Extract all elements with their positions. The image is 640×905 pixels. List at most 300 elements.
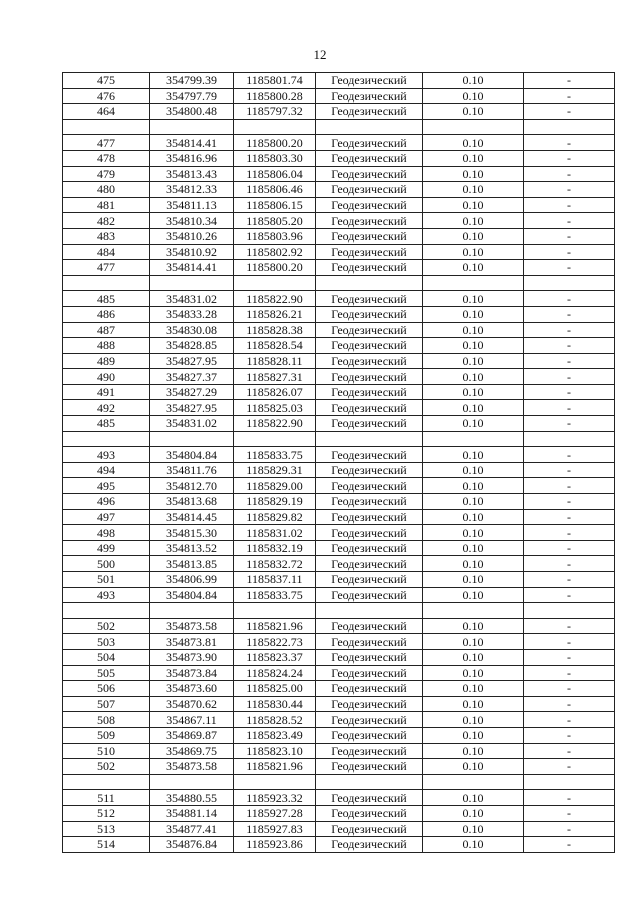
note-cell: - bbox=[524, 790, 615, 806]
point-number-cell: 502 bbox=[63, 759, 150, 775]
coord-y-cell: 1185821.96 bbox=[234, 618, 316, 634]
table-row bbox=[63, 572, 615, 588]
coord-x-cell: 354806.99 bbox=[150, 572, 234, 588]
accuracy-cell: 0.10 bbox=[423, 681, 524, 697]
point-number-cell: 504 bbox=[63, 649, 150, 665]
accuracy-cell: 0.10 bbox=[423, 135, 524, 151]
coord-y-cell: 1185822.90 bbox=[234, 291, 316, 307]
accuracy-cell: 0.10 bbox=[423, 649, 524, 665]
coord-x-cell: 354877.41 bbox=[150, 821, 234, 837]
coord-x-cell: 354870.62 bbox=[150, 696, 234, 712]
coord-x-cell: 354810.92 bbox=[150, 244, 234, 260]
coord-y-cell: 1185828.11 bbox=[234, 353, 316, 369]
coord-x-cell: 354869.87 bbox=[150, 727, 234, 743]
note-cell: - bbox=[524, 649, 615, 665]
method-cell: Геодезический bbox=[316, 322, 423, 338]
table-row bbox=[63, 634, 615, 650]
point-number-cell: 498 bbox=[63, 525, 150, 541]
table-row bbox=[63, 805, 615, 821]
coord-x-cell: 354827.29 bbox=[150, 384, 234, 400]
accuracy-cell: 0.10 bbox=[423, 696, 524, 712]
point-number-cell: 482 bbox=[63, 213, 150, 229]
method-cell: Геодезический bbox=[316, 556, 423, 572]
method-cell: Геодезический bbox=[316, 228, 423, 244]
point-number-cell: 490 bbox=[63, 369, 150, 385]
method-cell: Геодезический bbox=[316, 478, 423, 494]
empty-cell bbox=[63, 275, 150, 291]
point-number-cell: 491 bbox=[63, 384, 150, 400]
method-cell: Геодезический bbox=[316, 587, 423, 603]
method-cell: Геодезический bbox=[316, 244, 423, 260]
note-cell: - bbox=[524, 447, 615, 463]
method-cell: Геодезический bbox=[316, 150, 423, 166]
table-row bbox=[63, 73, 615, 89]
coord-x-cell: 354815.30 bbox=[150, 525, 234, 541]
point-number-cell: 495 bbox=[63, 478, 150, 494]
method-cell: Геодезический bbox=[316, 665, 423, 681]
coord-y-cell: 1185823.10 bbox=[234, 743, 316, 759]
coord-x-cell: 354813.43 bbox=[150, 166, 234, 182]
accuracy-cell: 0.10 bbox=[423, 790, 524, 806]
coord-x-cell: 354813.85 bbox=[150, 556, 234, 572]
coord-y-cell: 1185829.82 bbox=[234, 509, 316, 525]
note-cell: - bbox=[524, 556, 615, 572]
accuracy-cell: 0.10 bbox=[423, 759, 524, 775]
note-cell: - bbox=[524, 462, 615, 478]
separator-row bbox=[63, 431, 615, 447]
note-cell: - bbox=[524, 338, 615, 354]
method-cell: Геодезический bbox=[316, 681, 423, 697]
empty-cell bbox=[316, 774, 423, 790]
table-row bbox=[63, 213, 615, 229]
accuracy-cell: 0.10 bbox=[423, 166, 524, 182]
table-row bbox=[63, 743, 615, 759]
point-number-cell: 493 bbox=[63, 447, 150, 463]
accuracy-cell: 0.10 bbox=[423, 416, 524, 432]
coord-x-cell: 354831.02 bbox=[150, 291, 234, 307]
table-row bbox=[63, 150, 615, 166]
note-cell: - bbox=[524, 88, 615, 104]
empty-cell bbox=[316, 275, 423, 291]
table-row bbox=[63, 291, 615, 307]
accuracy-cell: 0.10 bbox=[423, 244, 524, 260]
method-cell: Геодезический bbox=[316, 306, 423, 322]
separator-row bbox=[63, 603, 615, 619]
coordinates-table bbox=[62, 72, 615, 853]
coord-x-cell: 354876.84 bbox=[150, 837, 234, 853]
table-row bbox=[63, 353, 615, 369]
table-row bbox=[63, 228, 615, 244]
point-number-cell: 486 bbox=[63, 306, 150, 322]
note-cell: - bbox=[524, 197, 615, 213]
point-number-cell: 476 bbox=[63, 88, 150, 104]
method-cell: Геодезический bbox=[316, 400, 423, 416]
empty-cell bbox=[524, 119, 615, 135]
coord-y-cell: 1185806.46 bbox=[234, 182, 316, 198]
note-cell: - bbox=[524, 104, 615, 120]
note-cell: - bbox=[524, 73, 615, 89]
coord-y-cell: 1185797.32 bbox=[234, 104, 316, 120]
method-cell: Геодезический bbox=[316, 525, 423, 541]
separator-row bbox=[63, 119, 615, 135]
coord-x-cell: 354827.37 bbox=[150, 369, 234, 385]
table-row bbox=[63, 587, 615, 603]
coordinates-table-body bbox=[63, 73, 615, 853]
coord-x-cell: 354810.34 bbox=[150, 213, 234, 229]
coord-y-cell: 1185823.37 bbox=[234, 649, 316, 665]
accuracy-cell: 0.10 bbox=[423, 712, 524, 728]
table-row bbox=[63, 322, 615, 338]
note-cell: - bbox=[524, 759, 615, 775]
accuracy-cell: 0.10 bbox=[423, 213, 524, 229]
table-row bbox=[63, 384, 615, 400]
point-number-cell: 502 bbox=[63, 618, 150, 634]
table-row bbox=[63, 837, 615, 853]
note-cell: - bbox=[524, 369, 615, 385]
note-cell: - bbox=[524, 166, 615, 182]
point-number-cell: 489 bbox=[63, 353, 150, 369]
empty-cell bbox=[524, 431, 615, 447]
method-cell: Геодезический bbox=[316, 338, 423, 354]
accuracy-cell: 0.10 bbox=[423, 821, 524, 837]
note-cell: - bbox=[524, 244, 615, 260]
coord-x-cell: 354873.81 bbox=[150, 634, 234, 650]
table-row bbox=[63, 649, 615, 665]
method-cell: Геодезический bbox=[316, 696, 423, 712]
table-row bbox=[63, 400, 615, 416]
method-cell: Геодезический bbox=[316, 572, 423, 588]
empty-cell bbox=[524, 774, 615, 790]
accuracy-cell: 0.10 bbox=[423, 494, 524, 510]
table-row bbox=[63, 556, 615, 572]
accuracy-cell: 0.10 bbox=[423, 805, 524, 821]
coord-y-cell: 1185806.04 bbox=[234, 166, 316, 182]
accuracy-cell: 0.10 bbox=[423, 104, 524, 120]
point-number-cell: 485 bbox=[63, 416, 150, 432]
coord-x-cell: 354867.11 bbox=[150, 712, 234, 728]
method-cell: Геодезический bbox=[316, 135, 423, 151]
point-number-cell: 501 bbox=[63, 572, 150, 588]
method-cell: Геодезический bbox=[316, 649, 423, 665]
coord-y-cell: 1185825.00 bbox=[234, 681, 316, 697]
coord-x-cell: 354811.76 bbox=[150, 462, 234, 478]
table-row bbox=[63, 540, 615, 556]
coord-x-cell: 354804.84 bbox=[150, 447, 234, 463]
method-cell: Геодезический bbox=[316, 213, 423, 229]
coord-y-cell: 1185822.90 bbox=[234, 416, 316, 432]
table-row bbox=[63, 197, 615, 213]
table-row bbox=[63, 759, 615, 775]
empty-cell bbox=[423, 774, 524, 790]
coord-y-cell: 1185828.52 bbox=[234, 712, 316, 728]
coord-y-cell: 1185828.54 bbox=[234, 338, 316, 354]
method-cell: Геодезический bbox=[316, 88, 423, 104]
point-number-cell: 464 bbox=[63, 104, 150, 120]
note-cell: - bbox=[524, 587, 615, 603]
table-row bbox=[63, 821, 615, 837]
point-number-cell: 499 bbox=[63, 540, 150, 556]
empty-cell bbox=[150, 774, 234, 790]
coord-x-cell: 354797.79 bbox=[150, 88, 234, 104]
method-cell: Геодезический bbox=[316, 790, 423, 806]
method-cell: Геодезический bbox=[316, 462, 423, 478]
point-number-cell: 480 bbox=[63, 182, 150, 198]
table-row bbox=[63, 104, 615, 120]
coord-x-cell: 354873.58 bbox=[150, 759, 234, 775]
table-row bbox=[63, 712, 615, 728]
empty-cell bbox=[234, 774, 316, 790]
coord-x-cell: 354813.52 bbox=[150, 540, 234, 556]
empty-cell bbox=[316, 119, 423, 135]
method-cell: Геодезический bbox=[316, 166, 423, 182]
coord-y-cell: 1185923.32 bbox=[234, 790, 316, 806]
empty-cell bbox=[234, 603, 316, 619]
note-cell: - bbox=[524, 478, 615, 494]
coord-x-cell: 354814.45 bbox=[150, 509, 234, 525]
note-cell: - bbox=[524, 727, 615, 743]
coord-x-cell: 354881.14 bbox=[150, 805, 234, 821]
empty-cell bbox=[423, 275, 524, 291]
method-cell: Геодезический bbox=[316, 837, 423, 853]
coord-x-cell: 354830.08 bbox=[150, 322, 234, 338]
coord-x-cell: 354873.58 bbox=[150, 618, 234, 634]
note-cell: - bbox=[524, 400, 615, 416]
accuracy-cell: 0.10 bbox=[423, 665, 524, 681]
point-number-cell: 505 bbox=[63, 665, 150, 681]
point-number-cell: 477 bbox=[63, 260, 150, 276]
accuracy-cell: 0.10 bbox=[423, 291, 524, 307]
coord-y-cell: 1185801.74 bbox=[234, 73, 316, 89]
note-cell: - bbox=[524, 805, 615, 821]
coord-x-cell: 354814.41 bbox=[150, 260, 234, 276]
point-number-cell: 511 bbox=[63, 790, 150, 806]
accuracy-cell: 0.10 bbox=[423, 384, 524, 400]
method-cell: Геодезический bbox=[316, 182, 423, 198]
method-cell: Геодезический bbox=[316, 805, 423, 821]
point-number-cell: 506 bbox=[63, 681, 150, 697]
note-cell: - bbox=[524, 291, 615, 307]
note-cell: - bbox=[524, 353, 615, 369]
accuracy-cell: 0.10 bbox=[423, 353, 524, 369]
accuracy-cell: 0.10 bbox=[423, 572, 524, 588]
empty-cell bbox=[524, 603, 615, 619]
accuracy-cell: 0.10 bbox=[423, 369, 524, 385]
empty-cell bbox=[150, 431, 234, 447]
empty-cell bbox=[150, 275, 234, 291]
method-cell: Геодезический bbox=[316, 727, 423, 743]
note-cell: - bbox=[524, 540, 615, 556]
table-row bbox=[63, 135, 615, 151]
coord-y-cell: 1185832.72 bbox=[234, 556, 316, 572]
note-cell: - bbox=[524, 416, 615, 432]
coord-y-cell: 1185806.15 bbox=[234, 197, 316, 213]
empty-cell bbox=[423, 603, 524, 619]
note-cell: - bbox=[524, 306, 615, 322]
coord-y-cell: 1185826.21 bbox=[234, 306, 316, 322]
accuracy-cell: 0.10 bbox=[423, 743, 524, 759]
coord-x-cell: 354811.13 bbox=[150, 197, 234, 213]
point-number-cell: 479 bbox=[63, 166, 150, 182]
coord-x-cell: 354799.39 bbox=[150, 73, 234, 89]
method-cell: Геодезический bbox=[316, 369, 423, 385]
point-number-cell: 483 bbox=[63, 228, 150, 244]
coord-x-cell: 354828.85 bbox=[150, 338, 234, 354]
empty-cell bbox=[63, 603, 150, 619]
accuracy-cell: 0.10 bbox=[423, 322, 524, 338]
coord-y-cell: 1185821.96 bbox=[234, 759, 316, 775]
point-number-cell: 503 bbox=[63, 634, 150, 650]
coord-y-cell: 1185800.20 bbox=[234, 260, 316, 276]
coord-x-cell: 354833.28 bbox=[150, 306, 234, 322]
coord-x-cell: 354810.26 bbox=[150, 228, 234, 244]
note-cell: - bbox=[524, 837, 615, 853]
coord-x-cell: 354812.33 bbox=[150, 182, 234, 198]
empty-cell bbox=[63, 431, 150, 447]
page-number: 12 bbox=[313, 47, 327, 62]
accuracy-cell: 0.10 bbox=[423, 634, 524, 650]
method-cell: Геодезический bbox=[316, 416, 423, 432]
method-cell: Геодезический bbox=[316, 384, 423, 400]
coord-x-cell: 354873.84 bbox=[150, 665, 234, 681]
point-number-cell: 512 bbox=[63, 805, 150, 821]
coord-y-cell: 1185803.96 bbox=[234, 228, 316, 244]
coord-y-cell: 1185831.02 bbox=[234, 525, 316, 541]
point-number-cell: 497 bbox=[63, 509, 150, 525]
point-number-cell: 484 bbox=[63, 244, 150, 260]
point-number-cell: 500 bbox=[63, 556, 150, 572]
table-row bbox=[63, 244, 615, 260]
coord-x-cell: 354816.96 bbox=[150, 150, 234, 166]
coord-y-cell: 1185832.19 bbox=[234, 540, 316, 556]
accuracy-cell: 0.10 bbox=[423, 88, 524, 104]
coord-x-cell: 354831.02 bbox=[150, 416, 234, 432]
note-cell: - bbox=[524, 634, 615, 650]
accuracy-cell: 0.10 bbox=[423, 150, 524, 166]
table-row bbox=[63, 447, 615, 463]
point-number-cell: 492 bbox=[63, 400, 150, 416]
method-cell: Геодезический bbox=[316, 291, 423, 307]
table-row bbox=[63, 306, 615, 322]
table-row bbox=[63, 88, 615, 104]
coord-y-cell: 1185824.24 bbox=[234, 665, 316, 681]
method-cell: Геодезический bbox=[316, 353, 423, 369]
empty-cell bbox=[234, 275, 316, 291]
method-cell: Геодезический bbox=[316, 618, 423, 634]
coord-y-cell: 1185826.07 bbox=[234, 384, 316, 400]
note-cell: - bbox=[524, 509, 615, 525]
coord-y-cell: 1185923.86 bbox=[234, 837, 316, 853]
coord-y-cell: 1185833.75 bbox=[234, 587, 316, 603]
accuracy-cell: 0.10 bbox=[423, 182, 524, 198]
coord-y-cell: 1185833.75 bbox=[234, 447, 316, 463]
coord-y-cell: 1185825.03 bbox=[234, 400, 316, 416]
note-cell: - bbox=[524, 213, 615, 229]
accuracy-cell: 0.10 bbox=[423, 447, 524, 463]
accuracy-cell: 0.10 bbox=[423, 197, 524, 213]
empty-cell bbox=[524, 275, 615, 291]
note-cell: - bbox=[524, 712, 615, 728]
point-number-cell: 507 bbox=[63, 696, 150, 712]
coord-x-cell: 354873.60 bbox=[150, 681, 234, 697]
table-row bbox=[63, 338, 615, 354]
coord-y-cell: 1185805.20 bbox=[234, 213, 316, 229]
table-row bbox=[63, 696, 615, 712]
coord-x-cell: 354804.84 bbox=[150, 587, 234, 603]
method-cell: Геодезический bbox=[316, 509, 423, 525]
empty-cell bbox=[63, 119, 150, 135]
coord-y-cell: 1185800.20 bbox=[234, 135, 316, 151]
separator-row bbox=[63, 275, 615, 291]
method-cell: Геодезический bbox=[316, 759, 423, 775]
note-cell: - bbox=[524, 384, 615, 400]
coord-y-cell: 1185829.31 bbox=[234, 462, 316, 478]
empty-cell bbox=[150, 119, 234, 135]
coord-x-cell: 354827.95 bbox=[150, 353, 234, 369]
coord-y-cell: 1185827.31 bbox=[234, 369, 316, 385]
coord-x-cell: 354873.90 bbox=[150, 649, 234, 665]
coord-x-cell: 354869.75 bbox=[150, 743, 234, 759]
accuracy-cell: 0.10 bbox=[423, 478, 524, 494]
note-cell: - bbox=[524, 743, 615, 759]
point-number-cell: 478 bbox=[63, 150, 150, 166]
empty-cell bbox=[316, 431, 423, 447]
accuracy-cell: 0.10 bbox=[423, 228, 524, 244]
table-row bbox=[63, 727, 615, 743]
table-row bbox=[63, 618, 615, 634]
note-cell: - bbox=[524, 681, 615, 697]
accuracy-cell: 0.10 bbox=[423, 727, 524, 743]
empty-cell bbox=[150, 603, 234, 619]
note-cell: - bbox=[524, 696, 615, 712]
coord-y-cell: 1185829.00 bbox=[234, 478, 316, 494]
coord-x-cell: 354813.68 bbox=[150, 494, 234, 510]
accuracy-cell: 0.10 bbox=[423, 509, 524, 525]
accuracy-cell: 0.10 bbox=[423, 525, 524, 541]
table-row bbox=[63, 182, 615, 198]
empty-cell bbox=[423, 431, 524, 447]
method-cell: Геодезический bbox=[316, 260, 423, 276]
accuracy-cell: 0.10 bbox=[423, 837, 524, 853]
method-cell: Геодезический bbox=[316, 73, 423, 89]
accuracy-cell: 0.10 bbox=[423, 556, 524, 572]
accuracy-cell: 0.10 bbox=[423, 587, 524, 603]
note-cell: - bbox=[524, 228, 615, 244]
table-row bbox=[63, 462, 615, 478]
table-row bbox=[63, 665, 615, 681]
note-cell: - bbox=[524, 135, 615, 151]
point-number-cell: 477 bbox=[63, 135, 150, 151]
coord-y-cell: 1185830.44 bbox=[234, 696, 316, 712]
method-cell: Геодезический bbox=[316, 197, 423, 213]
coord-y-cell: 1185829.19 bbox=[234, 494, 316, 510]
point-number-cell: 508 bbox=[63, 712, 150, 728]
table-row bbox=[63, 416, 615, 432]
coord-x-cell: 354812.70 bbox=[150, 478, 234, 494]
method-cell: Геодезический bbox=[316, 494, 423, 510]
point-number-cell: 481 bbox=[63, 197, 150, 213]
point-number-cell: 487 bbox=[63, 322, 150, 338]
note-cell: - bbox=[524, 821, 615, 837]
table-row bbox=[63, 478, 615, 494]
method-cell: Геодезический bbox=[316, 821, 423, 837]
note-cell: - bbox=[524, 260, 615, 276]
point-number-cell: 496 bbox=[63, 494, 150, 510]
empty-cell bbox=[234, 431, 316, 447]
point-number-cell: 475 bbox=[63, 73, 150, 89]
separator-row bbox=[63, 774, 615, 790]
accuracy-cell: 0.10 bbox=[423, 338, 524, 354]
coord-y-cell: 1185837.11 bbox=[234, 572, 316, 588]
